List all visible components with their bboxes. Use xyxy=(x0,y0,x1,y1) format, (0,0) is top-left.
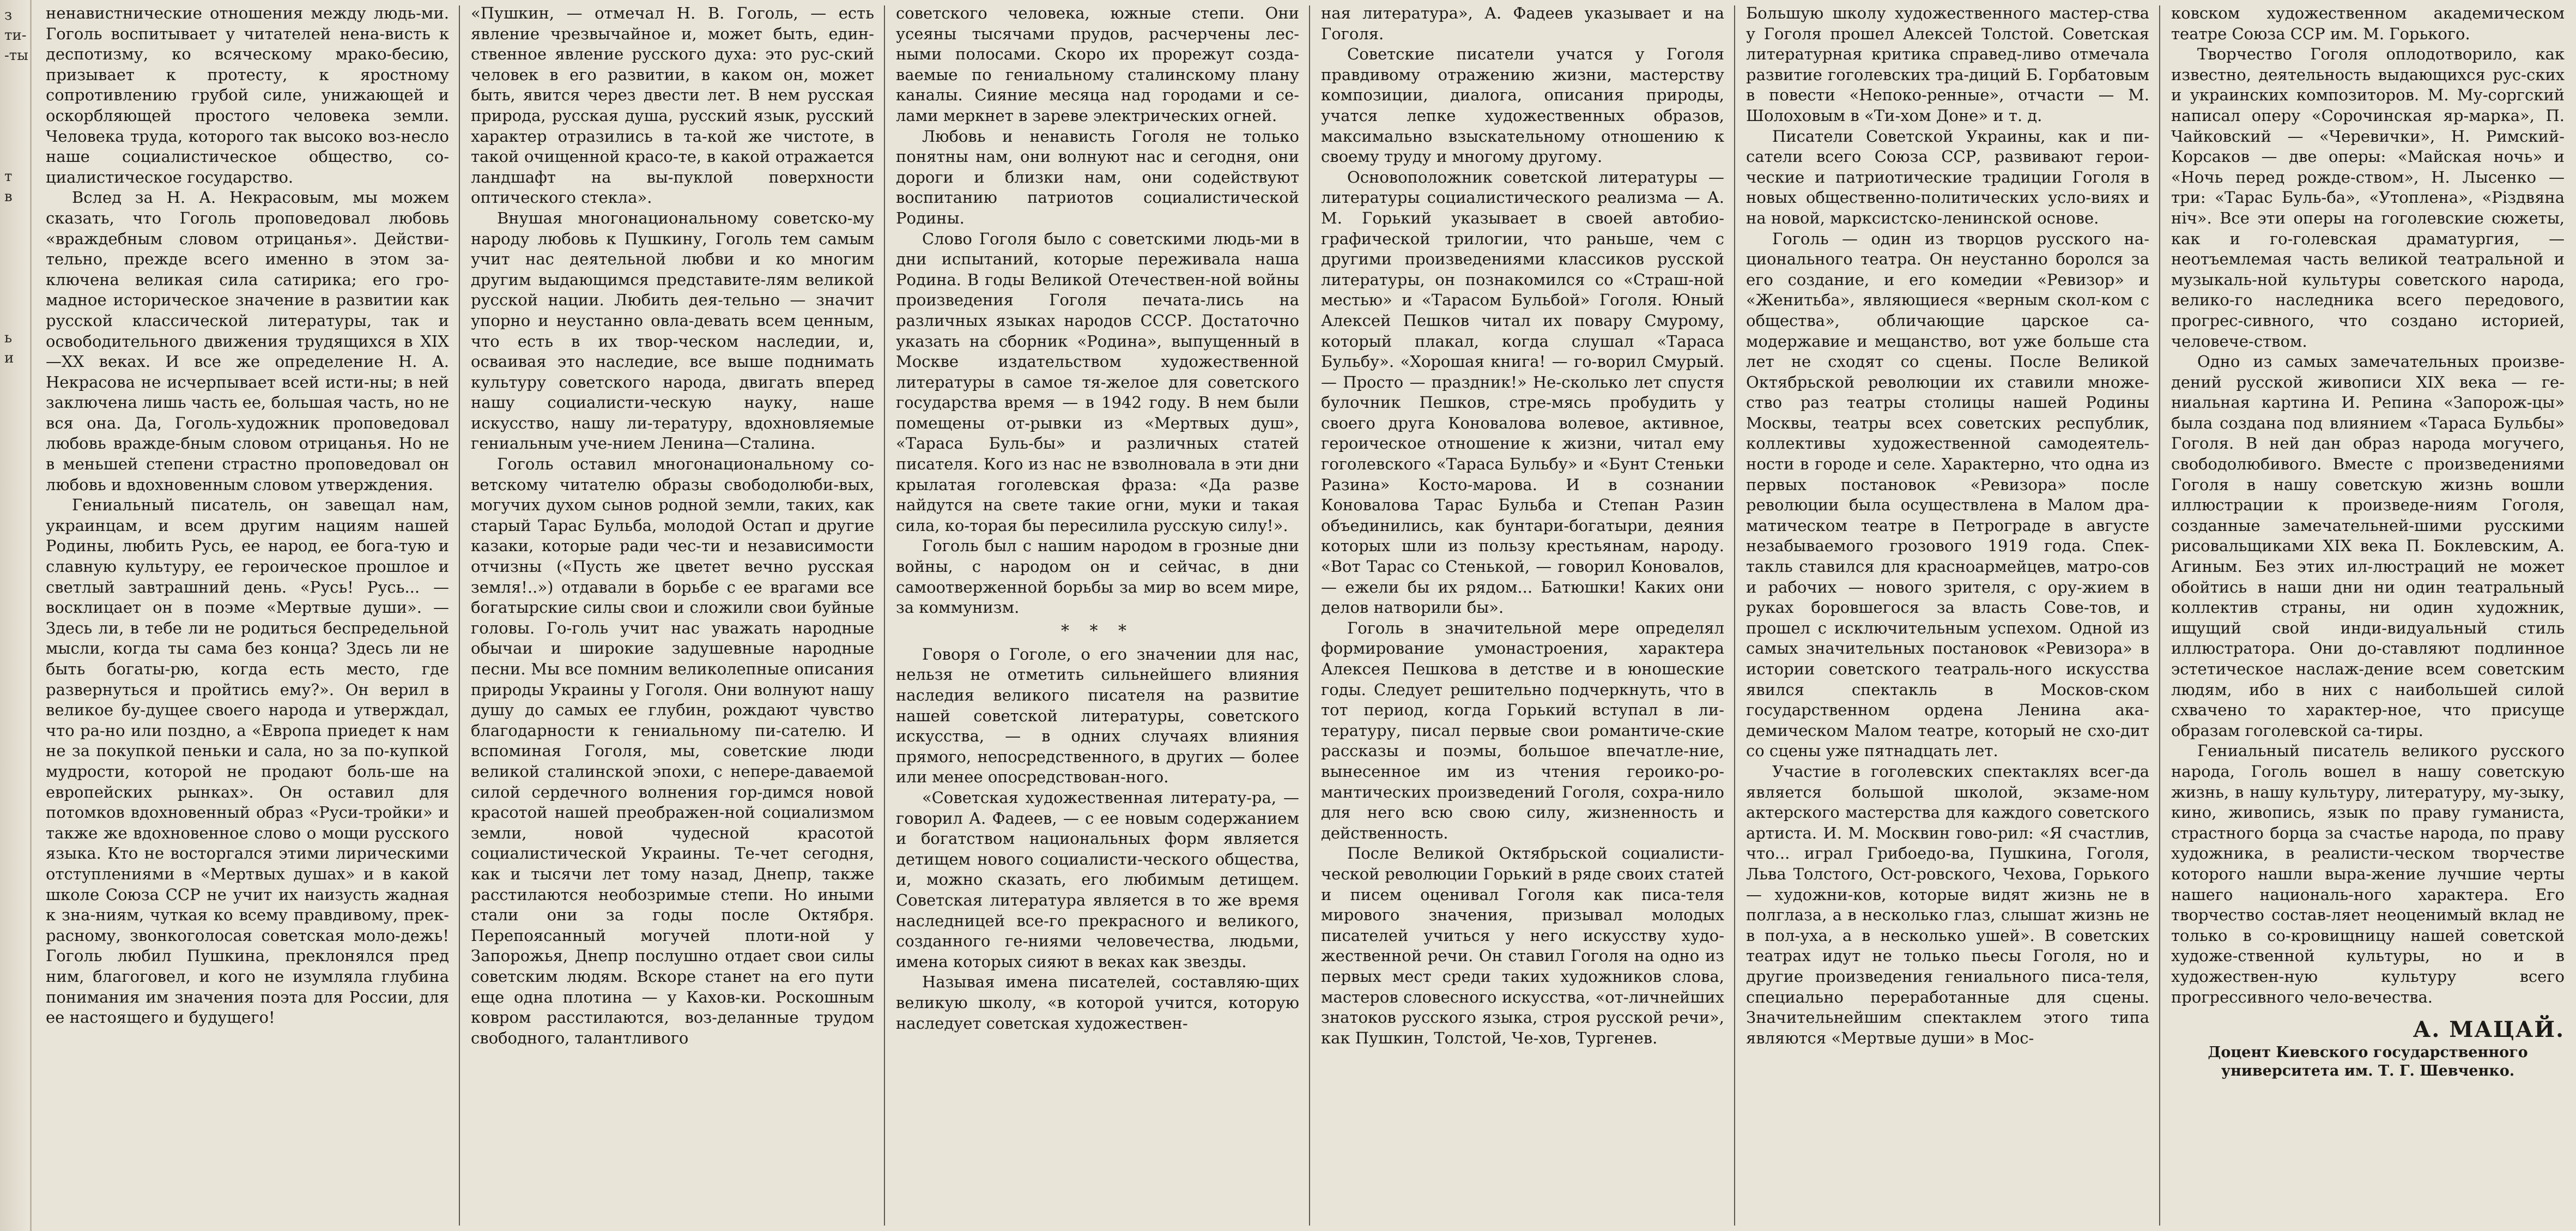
article-column-5 xyxy=(1746,3,2149,1228)
article-paragraph: Основоположник советской литературы — литературы социалистического реализма — А. М. Горький указывает в своей автобио-графической трилогии, что раньше, чем с другими произведениями классиков русской литературы, он познакомился со «Страш-ной местью» и «Тарасом Бульбой» Гоголя. Юный Алексей Пешков читал их повару Смурому, который плакал, когда слушал «Тараса Бульбу». «Хорошая книга! — го-ворил Смурый. — Просто — праздник!» Не-сколько лет спустя булочник Пешков, стре-мясь пробудить у своего друга Коновалова волевое, активное, героическое отношение к жизни, читал ему гоголевского «Тараса Бульбу» и «Бунт Стеньки Разина» Косто-марова. И в сознании Коновалова Тарас Бульба и Степан Разин объединились, как бунтари-богатыри, деяния которых шли из пользу крестьянам, народу. «Вот Тарас со Стенькой, — говорил Коновалов, — ежели бы их рядом... Батюшки! Каких они делов натворили бы». xyxy=(1321,167,1724,617)
section-separator: * * * xyxy=(1060,621,1135,641)
column-rule xyxy=(884,5,885,1226)
article-column-1 xyxy=(46,3,449,1228)
article-paragraph: Советские писатели учатся у Гоголя правдивому отражению жизни, мастерству композиции, диалога, описания природы, учатся лепке художественных образов, максимально взыскательному отношению к своему труду и многому другому. xyxy=(1321,45,1724,166)
article-paragraph: Называя имена писателей, составляю-щих великую школу, «в которой учится, которую наследует советская художествен- xyxy=(896,973,1299,1033)
article-paragraph: Гоголь — один из творцов русского на-ционального театра. Он неустанно боролся за его создание, и его комедии «Ревизор» и «Женитьба», являющиеся «верным скол-ком с общества», обличающие царское са-модержавие и мещанство, вот уже больше ста лет не сходят со сцены. После Великой Октябрьской революции их ставили множе-ство раз театры столицы нашей Родины Москвы, театры всех советских республик, коллективы художественной самодеятель-ности в городе и селе. Характерно, что одна из первых постановок «Ревизора» после революции была осуществлена в Малом дра-матическом театре в Петрограде в августе незабываемого грозового 1919 года. Спек-такль ставился для красноармейцев, матро-сов и рабочих — нового зрителя, с ору-жием в руках боровшегося за власть Сове-тов, и прошел с исключительным успехом. Одной из самых значительных постановок «Ревизора» в истории советского театраль-ного искусства явился спектакль в Москов-ском государственном ордена Ленина ака-демическом Малом театре, который не схо-дит со сцены уже пятнадцать лет. xyxy=(1746,229,2149,761)
article-paragraph: Писатели Советской Украины, как и пи-сатели всего Союза ССР, развивают герои-ческие и патриотические традиции Гоголя в новых общественно-политических усло-виях и на новой, марксистско-ленинской основе. xyxy=(1746,126,2149,227)
article-paragraph: Внушая многонациональному советско-му народу любовь к Пушкину, Гоголь тем самым учит нас деятельной любви и ко многим другим выдающимся представите-лям великой русской нации. Любить дея-тельно — значит упорно и неустанно овла-девать всем ценным, что есть в их твор-ческом наследии, и, осваивая это наследие, все выше поднимать культуру советского народа, двигать вперед нашу социалисти-ческую науку, наше искусство, нашу ли-тературу, вдохновляемые гениальным уче-нием Ленина—Сталина. xyxy=(471,208,874,453)
article-paragraph: Гениальный писатель великого русского народа, Гоголь вошел в нашу советскую жизнь, в нашу культуру, литературу, му-зыку, кино, живопись, язык по праву гуманиста, страстного борца за счастье народа, по праву художника, в реалисти-ческом творчестве которого нашли выра-жение лучшие черты нашего националь-ного характера. Его творчество состав-ляет неоценимый вклад не только в со-кровищницу нашей советской художе-ственной культуры, но и в художествен-ную культуру всего прогрессивного чело-вечества. xyxy=(2171,741,2565,1006)
column-rule xyxy=(1734,5,1735,1226)
margin-fragment-text: з ти- -ты т в ь и xyxy=(4,7,28,366)
article-paragraph: ковском художественном академическом театре Союза ССР им. М. Горького. xyxy=(2171,4,2565,43)
author-affiliation-line: университета им. Т. Г. Шевченко. xyxy=(2221,1063,2515,1080)
article-paragraph: Большую школу художественного мастер-ства у Гоголя прошел Алексей Толстой. Советская литературная критика справед-ливо отмечала развитие гоголевских тра-диций Б. Горбатовым в повести «Непоко-ренные», отчасти — М. Шолоховым в «Ти-хом Доне» и т. д. xyxy=(1746,4,2149,125)
article-paragraph: Слово Гоголя было с советскими людь-ми в дни испытаний, которые переживала наша Родина. В годы Великой Отечествен-ной войны произведения Гоголя печата-лись на различных языках народов СССР. Достаточно указать на сборник «Родина», выпущенный в Москве издательством художественной литературы в самое тя-желое для советского государства время — в 1942 году. В нем были помещены от-рывки из «Мертвых душ», «Тараса Буль-бы» и различных статей писателя. Кого из нас не взволновала в эти дни крылатая гоголевская фраза: «Да разве найдутся на свете такие огни, муки и такая сила, ко-торая бы пересилила русскую силу!». xyxy=(896,229,1299,535)
article-paragraph: Гоголь был с нашим народом в грозные дни войны, с народом он и сейчас, в дни самоотверженной борьбы за мир во всем мире, за коммунизм. xyxy=(896,536,1299,617)
article-paragraph: Говоря о Гоголе, о его значении для нас, нельзя не отметить сильнейшего влияния наследия великого писателя на развитие нашей советской литературы, советского искусства, — в одних случаях влияния прямого, непосредственного, в других — более или менее опосредствован-ного. xyxy=(896,644,1299,787)
column-rule xyxy=(1309,5,1310,1226)
article-column-4 xyxy=(1321,3,1724,1228)
article-paragraph: После Великой Октябрьской социалисти-ческой революции Горький в ряде своих статей и писем оценивал Гоголя как писа-теля мирового значения, призывал молодых писателей учиться у него искусству худо-жественной речи. Он ставил Гоголя на одно из первых мест среди таких художников слова, мастеров словесного искусства, «от-личнейших знатоков русского языка, строя русской речи», как Пушкин, Толстой, Че-хов, Тургенев. xyxy=(1321,844,1724,1047)
article-paragraph: Гоголь оставил многонациональному со-ветскому читателю образы свободолюби-вых, могучих духом сынов родной земли, таких, как старый Тарас Бульба, молодой Остап и другие казаки, которые ради чес-ти и независимости отчизны («Пусть же цветет вечно русская земля!..») отдавали в борьбе с ее врагами все богатырские силы свои и сложили свои буйные головы. Го-голь учит нас уважать народные обычаи и широкие задушевные народные песни. Мы все помним великолепные описания природы Украины у Гоголя. Они волнуют нашу душу до самых ее глубин, рождают чувство благодарности к гениальному пи-сателю. И вспоминая Гоголя, мы, советские люди великой сталинской эпохи, с непере-даваемой силой сердечного волнения гор-димся новой красотой нашей преображен-ной социализмом земли, новой чудесной красотой социалистической Украины. Те-чет сегодня, как и тысячи лет тому назад, Днепр, также расстилаются необозримые степи. Но иными стали они за годы после Октября. Перепоясанный могучей плоти-ной у Запорожья, Днепр послушно отдает свои силы советским людям. Вскоре станет на его пути еще одна плотина — у Кахов-ки. Роскошным ковром расстилаются, воз-деланные трудом свободного, талантливого xyxy=(471,455,874,1047)
article-paragraph: Вслед за Н. А. Некрасовым, мы можем сказать, что Гоголь проповедовал любовь «враждебным словом отрицанья». Действи-тельно, прежде всего именно в этом за-ключена великая сила сатирика; его гро-мадное историческое значение в развитии как русской классической литературы, так и освободительного движения трудящихся в XIX—XX веках. И все же определение Н. А. Некрасова не исчерпывает всей исти-ны; в ней заключена лишь часть ее, большая часть, но не вся она. Да, Гоголь-художник проповедовал любовь вражде-бным словом отрицанья. Но не в меньшей степени страстно проповедовал он любовь и вдохновенным словом утверждения. xyxy=(46,188,449,494)
column-rule xyxy=(2159,5,2160,1226)
article-paragraph: советского человека, южные степи. Они усеяны тысячами прудов, расчерчены лес-ными полосами. Скоро их прорежут созда-ваемые по гениальному сталинскому плану каналы. Сияние месяца над городами и се-лами меркнет в зареве электрических огней. xyxy=(896,4,1299,125)
article-paragraph: Творчество Гоголя оплодотворило, как известно, деятельность выдающихся рус-ских и украинских композиторов. М. Му-соргский написал оперу «Сорочинская яр-марка», П. Чайковский — «Черевички», Н. Римский-Корсаков — две оперы: «Майская ночь» и «Ночь перед рожде-ством», Н. Лысенко — три: «Тарас Буль-ба», «Утоплена», «Рiздвяна нiч». Все эти оперы на гоголевские сюжеты, как и го-голевская драматургия, — неотъемлемая часть великой театральной и музыкаль-ной культуры советского народа, велико-го наследника всего передового, прогрес-сивного, что создано историей, человече-ством. xyxy=(2171,45,2565,351)
article-column-6 xyxy=(2171,3,2565,1228)
column-rule xyxy=(459,5,460,1226)
article-paragraph: Одно из самых замечательных произве-дений русской живописи XIX века — ге-ниальная картина И. Репина «Запорож-цы» была создана под влиянием «Тараса Бульбы» Гоголя. В ней дан образ народа могучего, свободолюбивого. Вместе с произведениями Гоголя в нашу советскую жизнь вошли иллюстрации к произведе-ниям Гоголя, созданные замечательней-шими русскими рисовальщиками XIX века П. Боклевским, А. Агиным. Без этих ил-люстраций не может обойтись в наши дни ни один театральный коллектив страны, ни один художник, ищущий свой инди-видуальный стиль иллюстратора. Они до-ставляют подлинное эстетическое наслаж-дение всем советским людям, ибо в них с наибольшей силой схвачено то характер-ное, что присуще образам гоголевской са-тиры. xyxy=(2171,352,2565,740)
article-paragraph: ная литература», А. Фадеев указывает и на Гоголя. xyxy=(1321,4,1724,43)
column-6-body xyxy=(2171,3,2565,1007)
author-signature: А. МАЦАЙ. xyxy=(2413,1017,2565,1043)
torn-margin-fragment xyxy=(0,0,32,1231)
article-paragraph: «Пушкин, — отмечал Н. В. Гоголь, — есть явление чрезвычайное и, может быть, един-ственное явление русского духа: это рус-ский человек в его развитии, в каком он, может быть, явится через двести лет. В нем русская природа, русская душа, русский язык, русский характер отразились в та-кой же чистоте, в такой очищенной красо-те, в какой отражается ландшафт на вы-пуклой поверхности оптического стекла». xyxy=(471,4,874,207)
article-paragraph: ненавистнические отношения между людь-ми. Гоголь воспитывает у читателей нена-висть к деспотизму, ко всяческому мрако-бесию, призывает к протесту, к яростному сопротивлению грубой силе, унижающей и оскорбляющей простого человека земли. Человека труда, которого так высоко воз-несло наше социалистическое общество, со-циалистическое государство. xyxy=(46,4,449,186)
article-column-3 xyxy=(896,3,1299,1228)
author-role-line: Доцент Киевского государственного xyxy=(2208,1044,2528,1061)
article-column-2 xyxy=(471,3,874,1228)
article-paragraph: Любовь и ненависть Гоголя не только понятны нам, они волнуют нас и сегодня, они дороги и близки нам, они содействуют воспитанию патриотов социалистической Родины. xyxy=(896,126,1299,227)
article-paragraph: Гениальный писатель, он завещал нам, украинцам, и всем другим нациям нашей Родины, любить Русь, ее народ, ее бога-тую и славную культуру, ее героическое прошлое и светлый завтрашний день. «Русь! Русь... — восклицает он в поэме «Мертвые души». — Здесь ли, в тебе ли не родиться беспредельной мысли, когда ты сама без конца? Здесь ли не быть богаты-рю, когда есть место, где развернуться и пройтись ему?». Он верил в великое бу-дущее своего народа и утверждал, что ра-но или поздно, а «Европа приедет к нам не за покупкой пеньки и сала, но за по-купкой мудрости, которой не продают боль-ше на европейских рынках». Он оставил для потомков вдохновенный образ «Руси-тройки» и также же вдохновенное слово о мощи русского языка. Кто не восторгался этими лирическими отступлениями в «Мертвых душах» и в какой школе Союза ССР не учит их наизусть жадная к зна-ниям, чуткая ко всему правдивому, прек-расному, звонкоголосая советская моло-дежь! Гоголь любил Пушкина, преклонялся пред ним, благоговел, и кого не изумляла глубина понимания им значения поэта для России, для ее настоящего и будущего! xyxy=(46,496,449,1027)
article-paragraph: «Советская художественная литерату-ра, — говорил А. Фадеев, — с ее новым содержанием и богатством национальных форм является детищем нового социалисти-ческого общества, и, можно сказать, его любимым детищем. Советская литература является в то же время наследницей все-го прекрасного и великого, созданного ге-ниями человечества, людьми, имена которых сияют в веках как звезды. xyxy=(896,788,1299,971)
article-paragraph: Участие в гоголевских спектаклях всег-да является большой школой, экзаме-ном актерского мастерства для каждого советского артиста. И. М. Москвин гово-рил: «Я счастлив, что... играл Грибоедо-ва, Пушкина, Гоголя, Льва Толстого, Ост-ровского, Чехова, Горького — художни-ков, которые видят жизнь не в полглаза, а в несколько глаз, слышат жизнь не в пол-уха, а в несколько ушей». В советских театрах идут не только пьесы Гоголя, но и другие произведения гениального писа-теля, специально переработанные для сцены. Значительнейшим спектаклем этого типа являются «Мертвые души» в Мос- xyxy=(1746,762,2149,1047)
article-paragraph: Гоголь в значительной мере определял формирование умонастроения, характера Алексея Пешкова в детстве и в юношеские годы. Следует решительно подчеркнуть, что в тот период, когда Горький вступал в ли-тературу, писал первые свои романтиче-ские рассказы и поэмы, большое впечатле-ние, вынесенное им из чтения героико-ро-мантических произведений Гоголя, сохра-нило для него всю свою силу, жизненность и действенность. xyxy=(1321,618,1724,842)
